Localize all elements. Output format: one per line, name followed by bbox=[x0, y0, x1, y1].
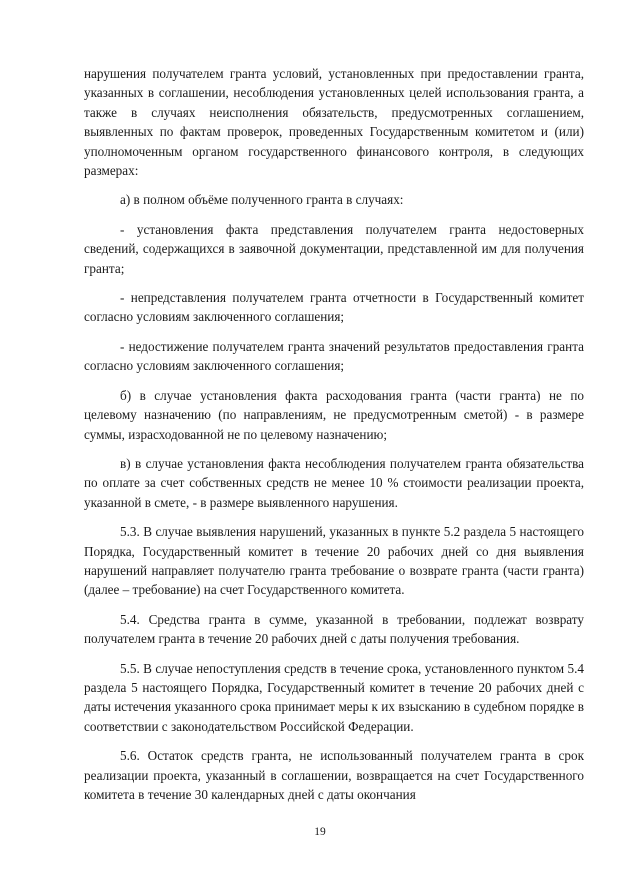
paragraph-5-5: 5.5. В случае непоступления средств в течение срока, установленного пунктом 5.4 раздела 5 настоящего Порядка, Государственный комитет в течение 20 рабочих дней с даты истечения указанного срока принимает меры к их взысканию в судебном порядке в соответствии с законодательством Российской Федерации. bbox=[84, 660, 584, 734]
paragraph-unreliable-info: - установления факта представления получателем гранта недостоверных сведений, содержащихся в заявочной документации, представленной им для получения гранта; bbox=[84, 221, 584, 276]
paragraph-results-not-achieved: - недостижение получателем гранта значений результатов предоставления гранта согласно условиям заключенного соглашения; bbox=[84, 338, 584, 374]
document-page bbox=[84, 64, 584, 814]
paragraph-5-3: 5.3. В случае выявления нарушений, указанных в пункте 5.2 раздела 5 настоящего Порядка, Государственный комитет в течение 20 рабочих дней со дня выявления нарушений направляет получателю гранта требование о возврате гранта (части гранта) (далее – требование) на счет Государственного комитета. bbox=[84, 524, 584, 598]
paragraph-5-4: 5.4. Средства гранта в сумме, указанной в требовании, подлежат возврату получателем гранта в течение 20 рабочих дней с даты получения требования. bbox=[84, 611, 584, 647]
paragraph-violations-intro: нарушения получателем гранта условий, установленных при предоставлении гранта, указанных в соглашении, несоблюдения установленных целей использования гранта, а также в случаях неисполнения обязательств, предусмотренных соглашением, выявленных по фактам проверок, проведенных Государственным комитетом и (или) уполномоченным органом государственного финансового контроля, в следующих размерах: bbox=[84, 66, 584, 179]
paragraph-item-v: в) в случае установления факта несоблюдения получателем гранта обязательства по оплате за счет собственных средств не менее 10 % стоимости реализации проекта, указанной в смете, - в размере выявленного нарушения. bbox=[84, 455, 584, 510]
paragraph-5-6: 5.6. Остаток средств гранта, не использованный получателем гранта в срок реализации проекта, указанный в соглашении, возвращается на счет Государственного комитета в течение 30 календарных дней с даты окончания bbox=[84, 748, 584, 802]
paragraph-item-b: б) в случае установления факта расходования гранта (части гранта) не по целевому назначению (по направлениям, не предусмотренным сметой) - в размере суммы, израсходованной не по целевому назначению; bbox=[84, 387, 584, 442]
page-number: 19 bbox=[314, 826, 326, 838]
paragraph-item-a: а) в полном объёме полученного гранта в случаях: bbox=[120, 192, 404, 208]
paragraph-no-reporting: - непредставления получателем гранта отчетности в Государственный комитет согласно условиям заключенного соглашения; bbox=[84, 290, 584, 325]
